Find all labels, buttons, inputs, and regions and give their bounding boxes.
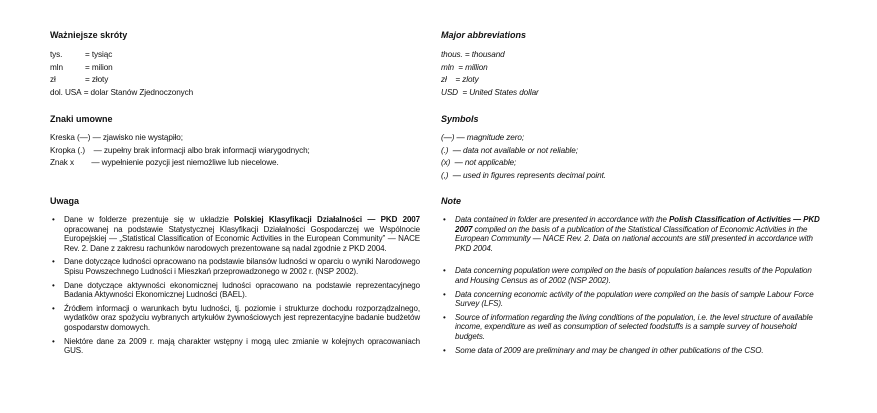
symbol-row: (.) — data not available or not reliable; <box>441 145 578 155</box>
abbr-key: zł <box>50 75 56 85</box>
symbols-list-pl <box>50 132 420 170</box>
abbreviations-section-pl <box>50 30 420 99</box>
note-text-cont: opracowanej na podstawie Statystycznej Klasyfikacji Działalności Gospodarczej we Wspólnocie Europejskiej — „Statistical Classification of Economic Activities in the European Community” — NACE Rev. 2. Dane z zakresu rachunków narodowych prezentowane są nadal zgodnie z PKD 2004. <box>64 224 420 253</box>
symbols-section-en <box>441 114 823 182</box>
abbr-value: = tysiąc <box>85 50 113 59</box>
notes-list-pl <box>50 215 420 356</box>
note-item <box>441 346 823 356</box>
note-item <box>441 215 823 253</box>
abbr-value: = złoty <box>85 75 109 85</box>
note-item <box>441 266 823 285</box>
note-text: Dane dotyczące aktywności ekonomicznej ludności opracowano na podstawie reprezentacyjnego Badania Aktywności Ekonomicznej Ludności (BAEL). <box>64 280 420 300</box>
abbr-row <box>50 62 420 75</box>
note-text: Niektóre dane za 2009 r. mają charakter wstępny i mogą ulec zmianie w kolejnych opracowaniach GUS. <box>64 336 420 356</box>
symbols-heading-pl: Znaki umowne <box>50 114 113 124</box>
notes-heading-en: Note <box>441 196 461 206</box>
note-text: Data concerning economic activity of the population were compiled on the basis of sample Labour Force Survey (LFS). <box>455 289 814 309</box>
note-text: Data contained in folder are presented in accordance with the <box>455 215 669 224</box>
notes-section-pl <box>50 196 420 360</box>
symbols-heading-en: Symbols <box>441 114 479 124</box>
abbr-row: zł = zloty <box>441 75 479 85</box>
note-text: Some data of 2009 are preliminary and may be changed in other publications of the CSO. <box>455 345 764 355</box>
note-item <box>441 313 823 342</box>
symbol-row: (x) — not applicable; <box>441 158 517 168</box>
symbols-list-en <box>441 132 823 182</box>
note-item <box>50 215 420 253</box>
symbol-row: (,) — used in figures represents decimal point. <box>441 170 606 180</box>
note-text: Source of information regarding the living conditions of the population, i.e. the level structure of available income, expenditure as well as consumption of selected foodstuffs is a sample survey of household budgets. <box>455 312 813 341</box>
abbr-key: mln <box>50 62 63 72</box>
abbr-row <box>50 87 420 100</box>
abbr-value: = milion <box>85 62 113 72</box>
abbr-row <box>50 49 420 62</box>
notes-list-en <box>441 215 823 355</box>
note-text-cont: compiled on the basis of a publication of the Statistical Classification of Economic Activities in the European Community — NACE Rev. 2. Data on national accounts are still presented in accordance with PKD 2004. <box>455 224 813 253</box>
abbr-key: tys. <box>50 50 63 59</box>
note-bold-text: Polskiej Klasyfikacji Działalności — PKD 2007 <box>234 215 420 224</box>
abbr-key: dol. USA <box>50 87 82 97</box>
symbol-row: Znak x — wypełnienie pozycji jest niemożliwe lub niecelowe. <box>50 158 279 168</box>
abbreviations-list-en <box>441 49 823 99</box>
note-bold-text: Polish Classification of Activities — PKD 2007 <box>455 215 820 234</box>
notes-heading-pl: Uwaga <box>50 196 80 206</box>
notes-section-en <box>441 196 823 359</box>
symbols-section-pl <box>50 114 420 170</box>
abbreviations-list-pl <box>50 49 420 99</box>
abbreviations-heading-pl: Ważniejsze skróty <box>50 30 128 40</box>
note-item <box>50 257 420 276</box>
abbreviations-section-en <box>441 30 823 99</box>
abbr-row: mln = million <box>441 62 488 72</box>
note-text: Dane dotyczące ludności opracowano na podstawie bilansów ludności w oparciu o wyniki Narodowego Spisu Powszechnego Ludności i Mieszkań przeprowadzonego w 2002 r. (NSP 2002). <box>64 257 420 276</box>
symbol-row: (—) — magnitude zero; <box>441 133 524 142</box>
note-text: Dane w folderze prezentuje się w układzie <box>64 215 235 224</box>
note-item <box>50 337 420 356</box>
note-item <box>50 304 420 333</box>
abbr-row: thous. = thousand <box>441 50 505 59</box>
note-item <box>441 290 823 309</box>
note-item <box>50 281 420 300</box>
symbol-row: Kreska (—) — zjawisko nie wystąpiło; <box>50 133 183 142</box>
abbr-row <box>50 74 420 87</box>
abbreviations-heading-en: Major abbreviations <box>441 30 527 40</box>
abbr-row: USD = United States dollar <box>441 87 539 97</box>
abbr-value: = dolar Stanów Zjednoczonych <box>83 87 194 97</box>
note-text: Źródłem informacji o warunkach bytu ludności, tj. poziomie i strukturze dochodu rozporządzalnego, wydatków oraz spożyciu wybranych artykułów żywnościowych jest reprezentacyjne badanie budżetów gospodarstw domowych. <box>64 303 420 332</box>
note-text: Data concerning population were compiled on the basis of population balances results of the Population and Housing Census as of 2002 (NSP 2002). <box>455 266 812 285</box>
symbol-row: Kropka (.) — zupełny brak informacji albo brak informacji wiarygodnych; <box>50 145 310 155</box>
